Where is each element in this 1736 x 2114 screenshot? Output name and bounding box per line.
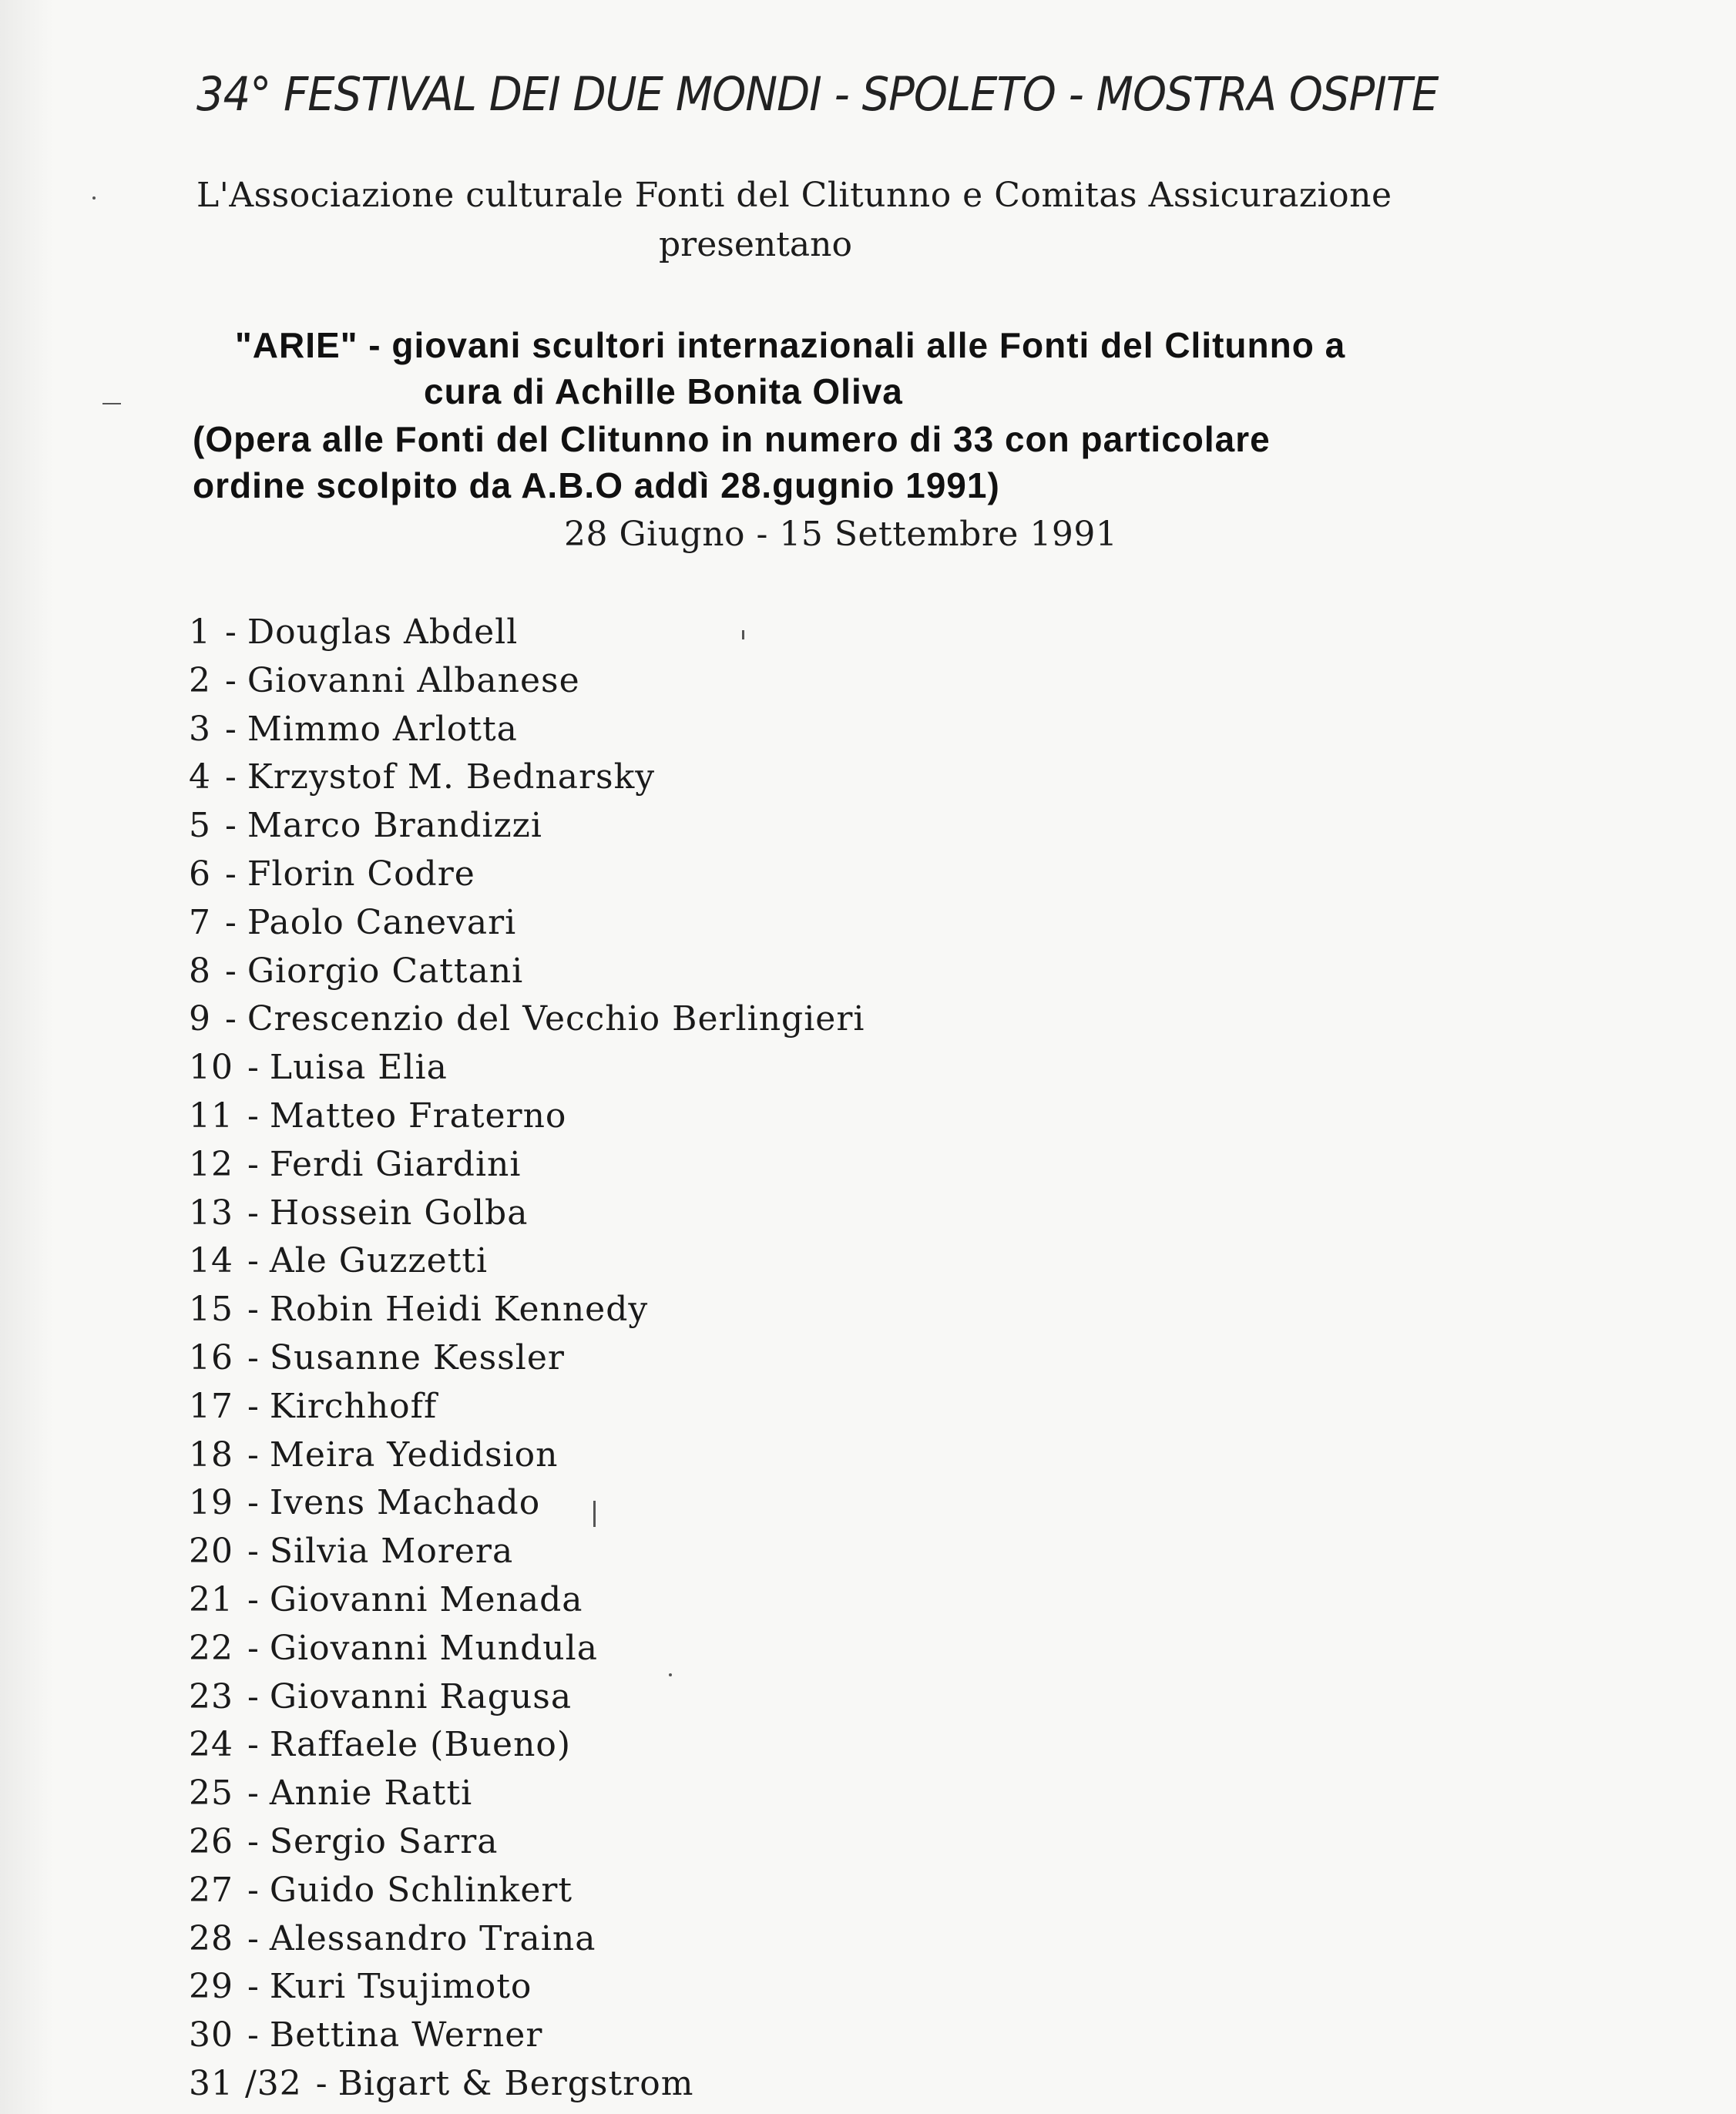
list-item [189,1431,865,1480]
artist-number: 8 [189,951,211,991]
list-item [189,1963,865,2012]
list-item [189,1673,865,1722]
artist-number: 6 [189,854,211,894]
artist-number: 11 [189,1096,233,1136]
artist-number: 26 [189,1821,233,1861]
separator-dash: - [247,1676,259,1716]
list-item [189,851,865,899]
list-item [189,1721,865,1770]
artist-number: 19 [189,1483,233,1523]
separator-dash: - [247,1290,259,1330]
list-item [189,899,865,948]
artist-number: 31 /32 [189,2063,302,2103]
separator-dash: - [247,1870,259,1910]
scan-edge-shadow [0,0,54,2114]
artist-number: 13 [189,1193,233,1233]
artist-name: Florin Codre [247,854,475,894]
artist-name: Hossein Golba [269,1193,529,1233]
artist-name: Raffaele (Bueno) [269,1725,572,1765]
artist-number: 9 [189,999,211,1039]
list-item [189,995,865,1044]
artist-number: 4 [189,757,211,797]
artist-number: 21 [189,1579,233,1619]
separator-dash: - [225,660,237,700]
list-item [189,1141,865,1190]
artist-name: Giovanni Albanese [247,660,580,700]
artist-name: Crescenzio del Vecchio Berlingieri [247,999,865,1039]
artist-number: 30 [189,2015,233,2055]
artist-number: 29 [189,1967,233,2007]
artist-number: 17 [189,1386,233,1426]
separator-dash: - [247,1096,259,1136]
artist-name: Giovanni Mundula [269,1628,598,1668]
artist-name: Annie Ratti [269,1773,473,1814]
list-item [189,1479,865,1528]
artist-number: 27 [189,1870,233,1910]
separator-dash: - [225,612,237,652]
separator-dash: - [315,2063,327,2103]
curator-line: cura di Achille Bonita Oliva [424,371,903,411]
separator-dash: - [225,757,237,797]
separator-dash: - [225,951,237,991]
artist-name: Kuri Tsujimoto [269,1967,532,2007]
separator-dash: - [225,902,237,942]
artist-number: 7 [189,902,211,942]
presentano-line: presentano [659,225,852,264]
list-item [189,1383,865,1431]
artist-name: Krzystof M. Bednarsky [247,757,656,797]
artist-name: Giovanni Menada [269,1579,583,1619]
separator-dash: - [247,1918,259,1958]
list-item [189,1625,865,1673]
separator-dash: - [247,1628,259,1668]
separator-dash: - [247,1773,259,1814]
artist-number: 5 [189,806,211,846]
artist-number: 25 [189,1773,233,1814]
artist-number: 18 [189,1434,233,1475]
separator-dash: - [247,1241,259,1281]
artist-name: Sergio Sarra [269,1821,499,1861]
list-item [189,1044,865,1092]
artist-name: Ivens Machado [269,1483,541,1523]
list-item [189,1818,865,1867]
separator-dash: - [247,1434,259,1475]
artist-name: Guido Schlinkert [269,1870,573,1910]
artist-number: 1 [189,612,211,652]
list-item [189,2060,865,2109]
separator-dash: - [247,1821,259,1861]
list-item [189,706,865,754]
artist-name: Mimmo Arlotta [247,709,518,749]
artist-name: Alessandro Traina [269,1918,596,1958]
artist-name: Luisa Elia [269,1048,448,1088]
list-item [189,2012,865,2060]
list-item [189,948,865,996]
artist-number: 15 [189,1290,233,1330]
separator-dash: - [247,1144,259,1184]
subtitle-line: ordine scolpito da A.B.O addì 28.gugnio 1991) [193,465,1000,505]
separator-dash: - [247,1967,259,2007]
artist-name: Ferdi Giardini [269,1144,522,1184]
separator-dash: - [225,806,237,846]
separator-dash: - [247,1193,259,1233]
artist-number: 24 [189,1725,233,1765]
artist-number: 20 [189,1532,233,1572]
presenters-line: L'Associazione culturale Fonti del Clitunno e Comitas Assicurazione [196,176,1392,215]
artist-name: Giovanni Ragusa [269,1676,573,1716]
list-item [189,609,865,657]
list-item [189,1770,865,1818]
separator-dash: - [247,1483,259,1523]
artist-name: Marco Brandizzi [247,806,542,846]
artist-name: Bettina Werner [269,2015,543,2055]
artist-number: 2 [189,660,211,700]
artist-name: Ale Guzzetti [269,1241,489,1281]
festival-header: 34° FESTIVAL DEI DUE MONDI - SPOLETO - MOSTRA OSPITE [196,68,1439,122]
stray-mark [102,403,121,404]
list-item [189,753,865,802]
list-item [189,1915,865,1964]
artist-name: Paolo Canevari [247,902,517,942]
artist-number: 10 [189,1048,233,1088]
subtitle-line: (Opera alle Fonti del Clitunno in numero di 33 con particolare [193,419,1271,459]
artist-name: Silvia Morera [269,1532,514,1572]
separator-dash: - [247,2015,259,2055]
exhibition-dates: 28 Giugno - 15 Settembre 1991 [564,515,1118,554]
artist-number: 16 [189,1337,233,1377]
artist-name: Susanne Kessler [269,1337,565,1377]
list-item [189,802,865,851]
list-item [189,1867,865,1915]
artist-name: Kirchhoff [269,1386,438,1426]
separator-dash: - [225,709,237,749]
artist-name: Robin Heidi Kennedy [269,1290,649,1330]
separator-dash: - [247,1048,259,1088]
artist-name: Giorgio Cattani [247,951,524,991]
exhibition-title: "ARIE" - giovani scultori internazionali alle Fonti del Clitunno a [235,325,1346,365]
list-item [189,1286,865,1334]
separator-dash: - [247,1532,259,1572]
artist-number: 28 [189,1918,233,1958]
stray-mark [92,196,96,200]
artist-number: 12 [189,1144,233,1184]
artist-name: Meira Yedidsion [269,1434,559,1475]
artist-name: Matteo Fraterno [269,1096,567,1136]
artist-name: Bigart & Bergstrom [337,2063,694,2103]
list-item [189,1576,865,1625]
separator-dash: - [247,1725,259,1765]
artist-number: 23 [189,1676,233,1716]
separator-dash: - [247,1337,259,1377]
separator-dash: - [225,999,237,1039]
list-item [189,1190,865,1238]
list-item [189,1528,865,1576]
artist-name: Douglas Abdell [247,612,519,652]
artist-number: 14 [189,1241,233,1281]
artist-number: 3 [189,709,211,749]
list-item [189,1334,865,1383]
list-item [189,1237,865,1286]
artist-number: 22 [189,1628,233,1668]
separator-dash: - [225,854,237,894]
list-item [189,657,865,706]
list-item [189,1092,865,1141]
separator-dash: - [247,1579,259,1619]
artist-list [189,609,865,2109]
separator-dash: - [247,1386,259,1426]
